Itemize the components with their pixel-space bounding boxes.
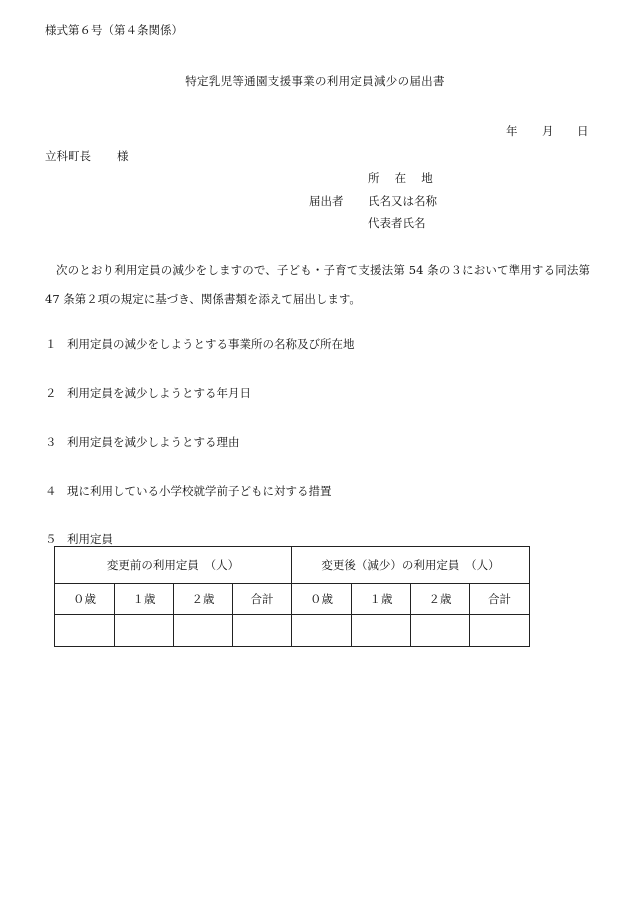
table-cell bbox=[292, 615, 352, 647]
table-subheader-row bbox=[55, 584, 530, 615]
column-header: ２歳 bbox=[411, 584, 470, 615]
list-item bbox=[45, 483, 332, 499]
notifier-label: 届出者 bbox=[309, 194, 344, 208]
item-number: ２ bbox=[45, 386, 57, 400]
addressee-name: 立科町長 bbox=[45, 149, 91, 163]
table-header-row bbox=[55, 547, 530, 584]
body-paragraph: 次のとおり利用定員の減少をしますので、子ども・子育て支援法第 54 条の３において準用する同法第 47 条第２項の規定に基づき、関係書類を添えて届出します。 bbox=[45, 263, 590, 306]
item-text: 利用定員の減少をしようとする事業所の名称及び所在地 bbox=[67, 337, 355, 351]
list-item bbox=[45, 385, 251, 401]
item-number: ４ bbox=[45, 484, 57, 498]
table-cell bbox=[55, 615, 115, 647]
item-number: ３ bbox=[45, 435, 57, 449]
item-number: ５ bbox=[45, 532, 57, 546]
column-header: １歳 bbox=[115, 584, 174, 615]
list-item bbox=[45, 336, 355, 352]
before-capacity-header: 変更前の利用定員 （人） bbox=[55, 547, 292, 584]
list-item bbox=[45, 531, 113, 547]
name-label: 氏名又は名称 bbox=[368, 194, 437, 208]
table-cell bbox=[411, 615, 470, 647]
column-header: 合計 bbox=[233, 584, 292, 615]
addressee-suffix: 様 bbox=[117, 149, 129, 163]
table-cell bbox=[115, 615, 174, 647]
column-header: ０歳 bbox=[55, 584, 115, 615]
form-number: 様式第６号（第４条関係） bbox=[45, 23, 183, 37]
date-year-label: 年 bbox=[506, 124, 518, 138]
table-cell bbox=[233, 615, 292, 647]
item-text: 利用定員を減少しようとする理由 bbox=[67, 435, 240, 449]
column-header: １歳 bbox=[352, 584, 411, 615]
column-header: ０歳 bbox=[292, 584, 352, 615]
table-cell bbox=[174, 615, 233, 647]
table-cell bbox=[352, 615, 411, 647]
table-cell bbox=[470, 615, 530, 647]
item-text: 利用定員 bbox=[67, 532, 113, 546]
document-title: 特定乳児等通園支援事業の利用定員減少の届出書 bbox=[185, 74, 445, 88]
list-item bbox=[45, 434, 240, 450]
representative-label: 代表者氏名 bbox=[368, 216, 426, 230]
table-row bbox=[55, 615, 530, 647]
address-label: 所 在 地 bbox=[368, 171, 433, 185]
item-text: 現に利用している小学校就学前子どもに対する措置 bbox=[67, 484, 332, 498]
date-month-label: 月 bbox=[542, 124, 554, 138]
after-capacity-header: 変更後（減少）の利用定員 （人） bbox=[292, 547, 530, 584]
capacity-table bbox=[54, 546, 530, 647]
item-text: 利用定員を減少しようとする年月日 bbox=[67, 386, 251, 400]
date-day-label: 日 bbox=[577, 124, 589, 138]
column-header: ２歳 bbox=[174, 584, 233, 615]
item-number: １ bbox=[45, 337, 57, 351]
column-header: 合計 bbox=[470, 584, 530, 615]
